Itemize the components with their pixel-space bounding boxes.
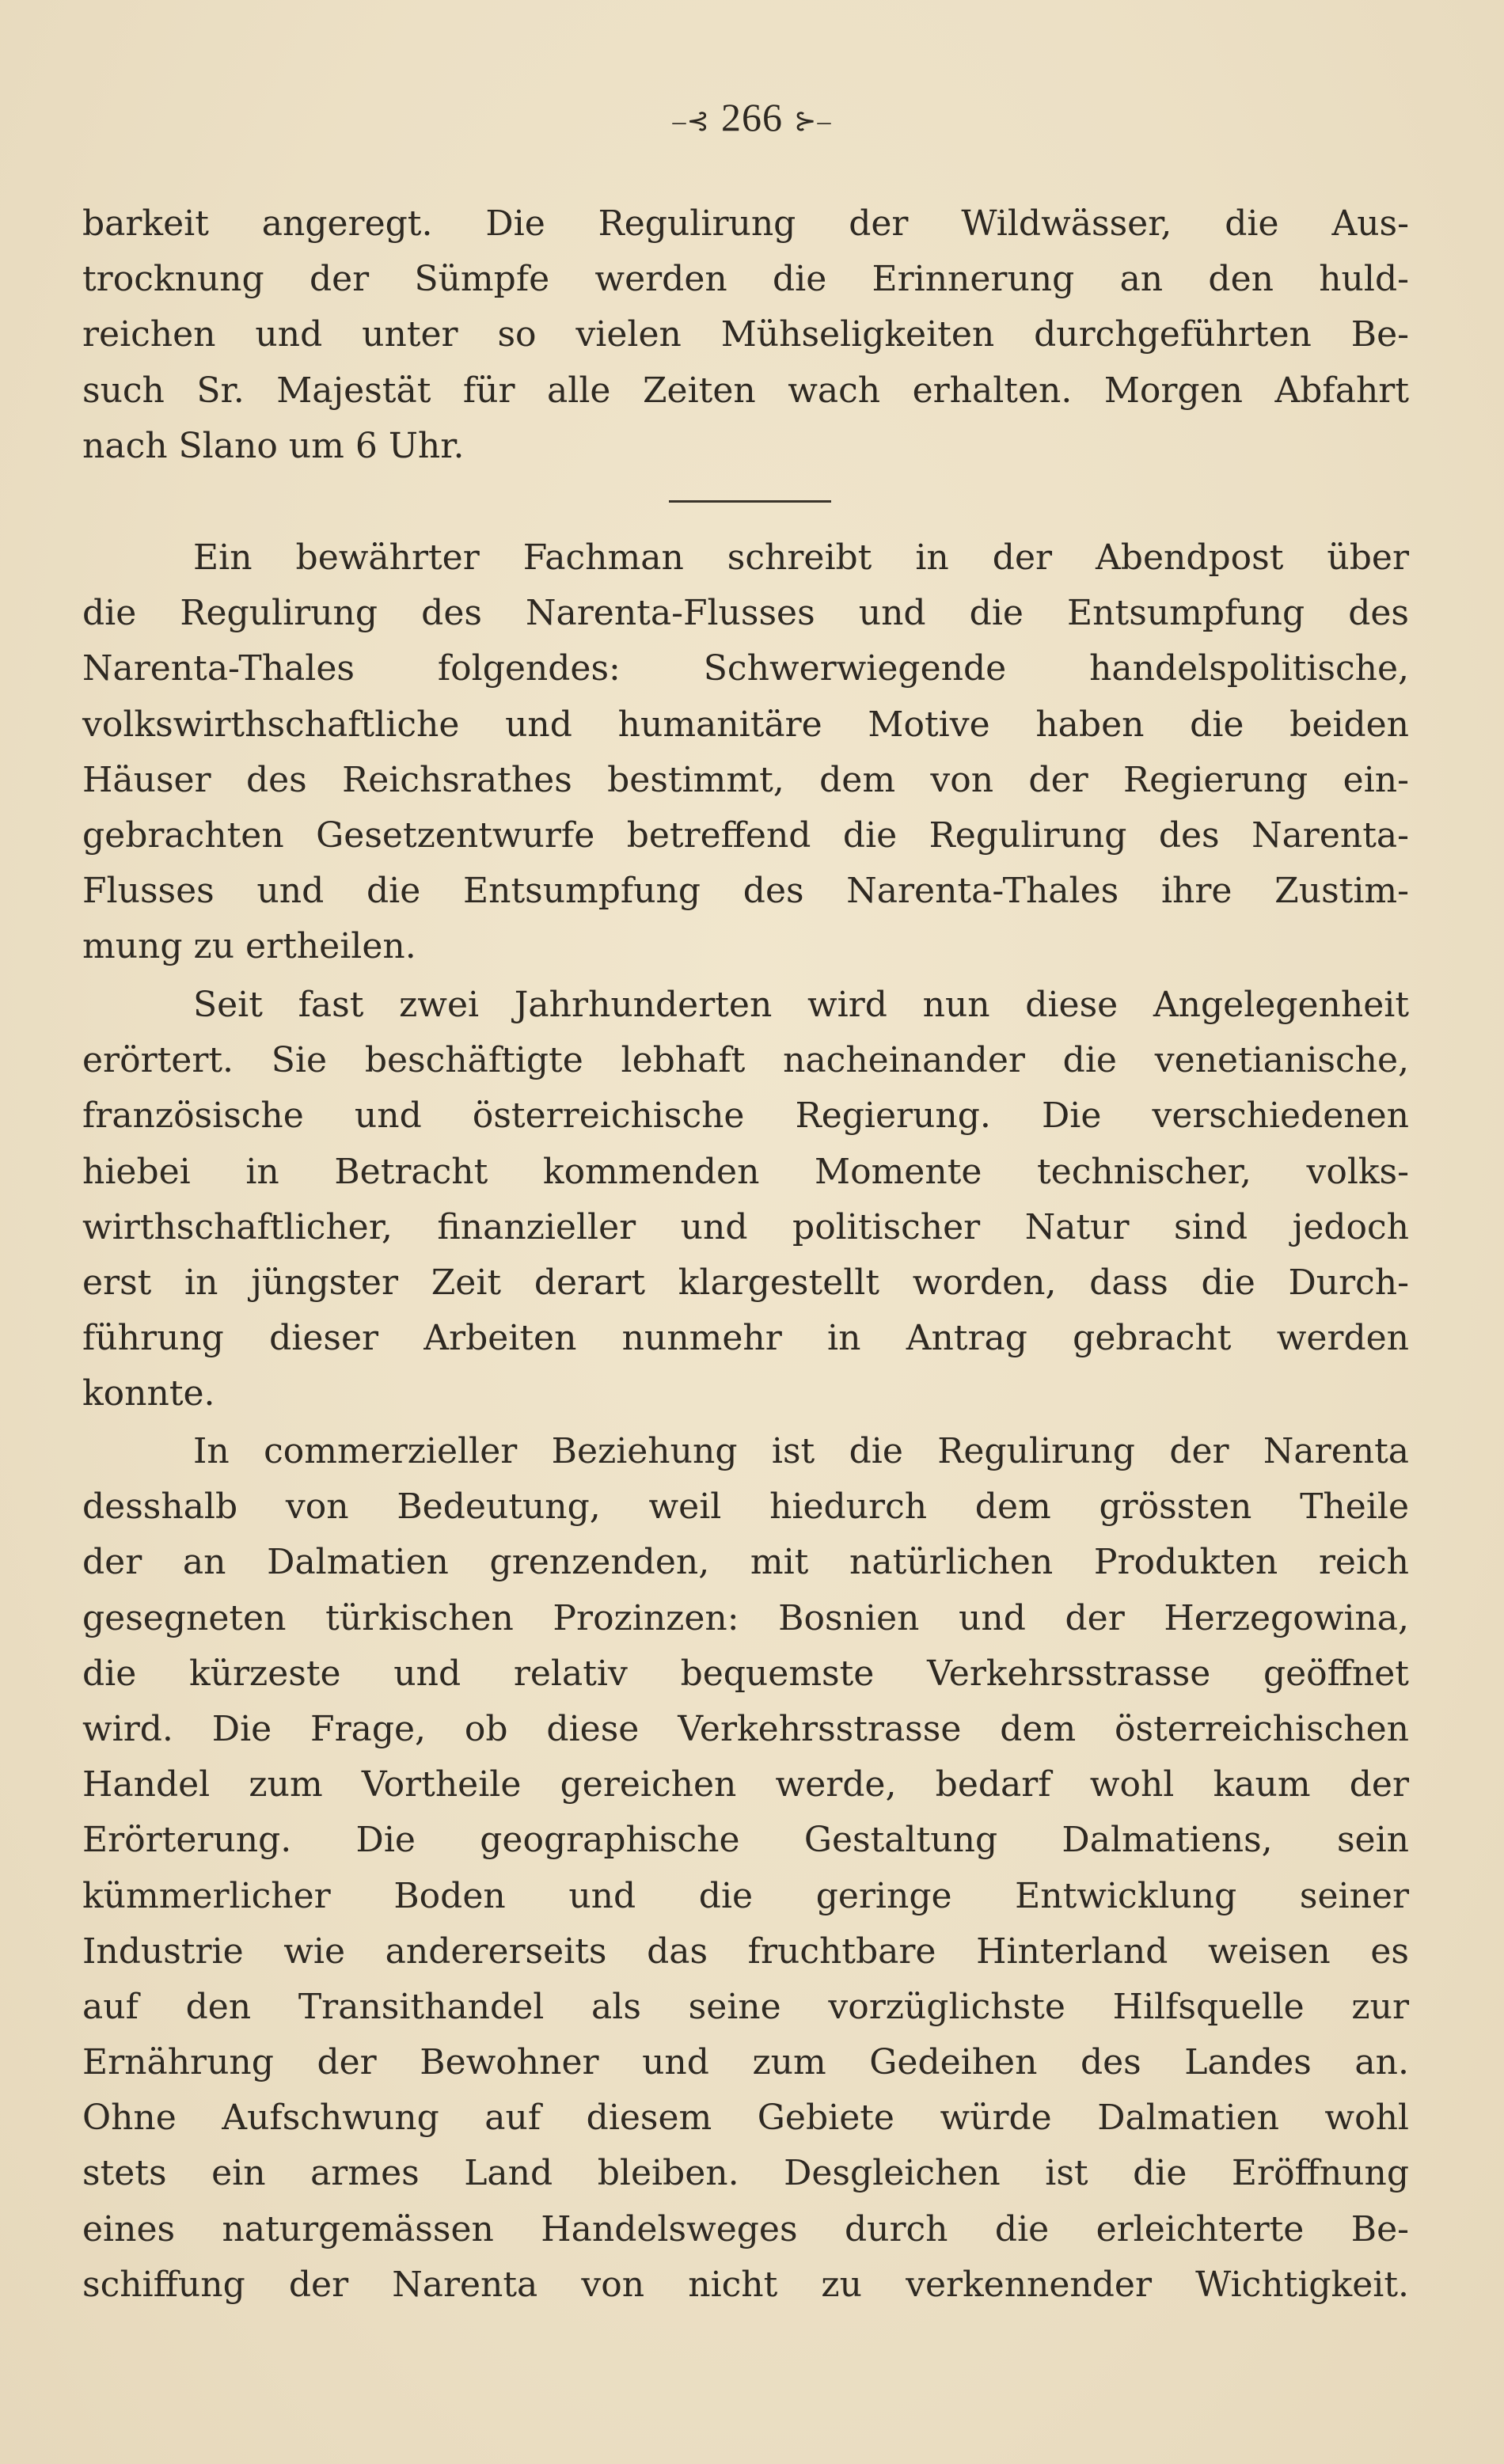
text-line: die kürzeste und relativ bequemste Verkehrsstrasse geöffnet [82, 1653, 1409, 1694]
text-line: barkeit angeregt. Die Regulirung der Wildwässer, die Aus- [82, 203, 1409, 244]
text-line: stets ein armes Land bleiben. Desgleichen ist die Eröffnung [82, 2153, 1409, 2194]
page-number: 266 [721, 95, 783, 139]
text-line: erörtert. Sie beschäftigte lebhaft nacheinander die venetianische, [82, 1040, 1409, 1081]
paragraph-commerce [82, 1424, 1409, 2313]
text-line: wird. Die Frage, ob diese Verkehrsstrasse dem österreichischen [82, 1708, 1409, 1749]
text-line: trocknung der Sümpfe werden die Erinnerung an den huld- [82, 259, 1409, 300]
ornament-left-icon: –⊰ [672, 106, 710, 136]
text-line [82, 1424, 1409, 1479]
text-line: schiffung der Narenta von nicht zu verkennender Wichtigkeit. [82, 2264, 1409, 2305]
text-line: auf den Transithandel als seine vorzüglichste Hilfsquelle zur [82, 1986, 1409, 2027]
text-line: wirthschaftlicher, finanzieller und politischer Natur sind jedoch [82, 1206, 1409, 1247]
text-line [82, 978, 1409, 1033]
text-line: eines naturgemässen Handelsweges durch die erleichterte Be- [82, 2208, 1409, 2249]
text-line: führung dieser Arbeiten nunmehr in Antrag gebracht werden [82, 1318, 1409, 1359]
text-line: Ernährung der Bewohner und zum Gedeihen des Landes an. [82, 2042, 1409, 2083]
text-line: französische und österreichische Regierung. Die verschiedenen [82, 1095, 1409, 1137]
text-line: such Sr. Majestät für alle Zeiten wach erhalten. Morgen Abfahrt [82, 370, 1409, 411]
text-line: desshalb von Bedeutung, weil hiedurch dem grössten Theile [82, 1486, 1409, 1528]
text-line [82, 530, 1409, 586]
text-line: Narenta-Thales folgendes: Schwerwiegende handelspolitische, [82, 648, 1409, 689]
text-line: mung zu ertheilen. [82, 926, 416, 967]
paragraph-fachman [82, 530, 1409, 975]
text-line: Industrie wie andererseits das fruchtbare Hinterland weisen es [82, 1931, 1409, 1972]
text-line: die Regulirung des Narenta-Flusses und die Entsumpfung des [82, 593, 1409, 634]
paragraph-continuation [82, 196, 1409, 474]
text-line: konnte. [82, 1373, 215, 1414]
text-line: Handel zum Vortheile gereichen werde, bedarf wohl kaum der [82, 1764, 1409, 1805]
text-line: der an Dalmatien grenzenden, mit natürlichen Produkten reich [82, 1542, 1409, 1583]
text-line: Flusses und die Entsumpfung des Narenta-Thales ihre Zustim- [82, 871, 1409, 912]
ornament-right-icon: ⊱– [794, 106, 832, 136]
text-line: gesegneten türkischen Prozinzen: Bosnien und der Herzegowina, [82, 1597, 1409, 1638]
text-line: nach Slano um 6 Uhr. [82, 425, 465, 466]
paragraph-history [82, 978, 1409, 1422]
section-divider [669, 500, 831, 503]
text-line: Ohne Aufschwung auf diesem Gebiete würde Dalmatien wohl [82, 2098, 1409, 2139]
text-line-content: In commerzieller Beziehung ist die Regulirung der Narenta [193, 1431, 1409, 1471]
text-line: gebrachten Gesetzentwurfe betreffend die Regulirung des Narenta- [82, 814, 1409, 856]
text-line: erst in jüngster Zeit derart klargestellt worden, dass die Durch- [82, 1262, 1409, 1303]
text-line-content: Seit fast zwei Jahrhunderten wird nun diese Angelegenheit [193, 985, 1409, 1025]
text-line: volkswirthschaftliche und humanitäre Motive haben die beiden [82, 704, 1409, 745]
text-line: kümmerlicher Boden und die geringe Entwicklung seiner [82, 1875, 1409, 1916]
text-line: Erörterung. Die geographische Gestaltung Dalmatiens, sein [82, 1820, 1409, 1861]
text-line: hiebei in Betracht kommenden Momente technischer, volks- [82, 1151, 1409, 1192]
text-line: reichen und unter so vielen Mühseligkeiten durchgeführten Be- [82, 314, 1409, 355]
text-line-content: Ein bewährter Fachman schreibt in der Abendpost über [193, 537, 1409, 578]
page-header [0, 93, 1504, 146]
text-line: Häuser des Reichsrathes bestimmt, dem von der Regierung ein- [82, 759, 1409, 800]
